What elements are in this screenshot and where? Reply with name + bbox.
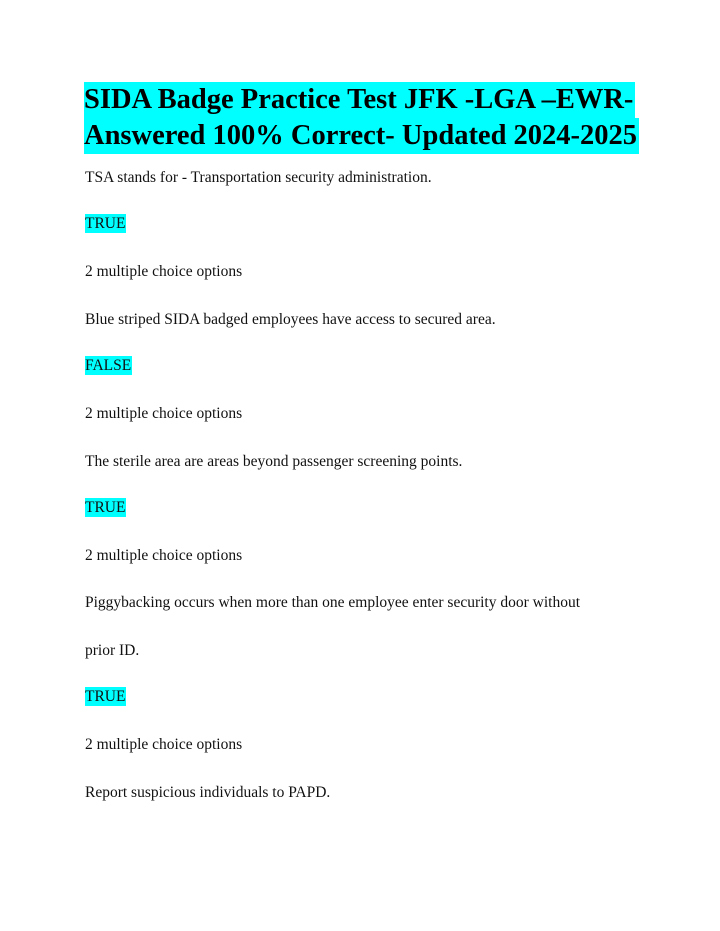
question-1-text: TSA stands for - Transportation security administration. xyxy=(85,169,432,186)
answer-highlight: TRUE xyxy=(85,499,126,516)
title-line-1: SIDA Badge Practice Test JFK -LGA –EWR- xyxy=(84,82,635,118)
title-line-2: Answered 100% Correct- Updated 2024-2025 xyxy=(84,118,639,154)
question-1-answer xyxy=(85,214,126,234)
question-4-answer xyxy=(85,687,126,707)
answer-highlight: FALSE xyxy=(85,357,132,374)
question-4-text-line-1: Piggybacking occurs when more than one employee enter security door without xyxy=(85,594,581,611)
question-2-answer xyxy=(85,356,132,376)
question-4-options-note: 2 multiple choice options xyxy=(85,736,243,753)
answer-highlight: TRUE xyxy=(85,688,126,705)
answer-highlight: TRUE xyxy=(85,215,126,232)
document-title xyxy=(84,82,644,154)
question-2-options-note: 2 multiple choice options xyxy=(85,405,243,422)
question-5-text: Report suspicious individuals to PAPD. xyxy=(85,784,331,801)
question-2-text: Blue striped SIDA badged employees have access to secured area. xyxy=(85,311,496,328)
question-3-text: The sterile area are areas beyond passenger screening points. xyxy=(85,453,463,470)
question-1-options-note: 2 multiple choice options xyxy=(85,263,243,280)
question-4-text-line-2: prior ID. xyxy=(85,642,140,659)
question-3-options-note: 2 multiple choice options xyxy=(85,547,243,564)
question-3-answer xyxy=(85,498,126,518)
